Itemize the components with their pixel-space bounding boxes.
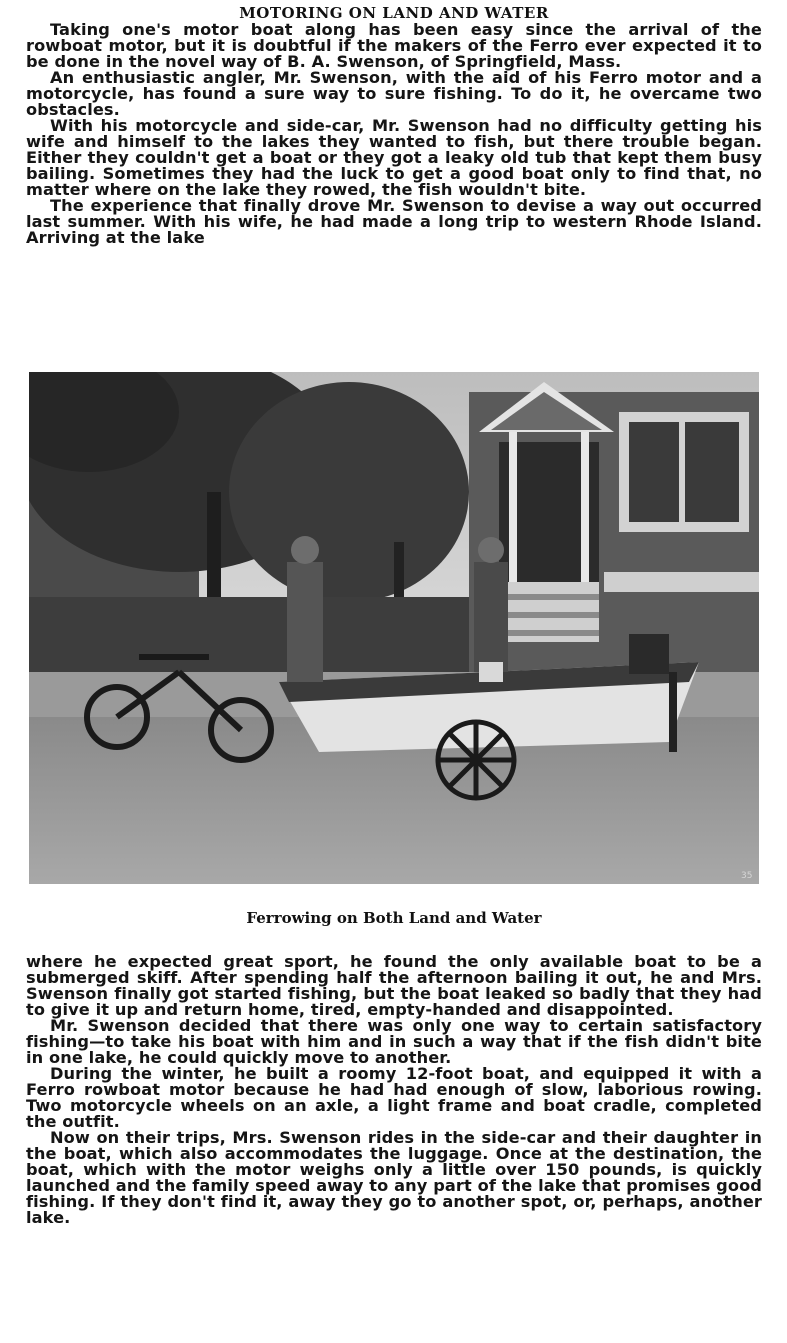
article-photo	[29, 372, 759, 884]
hedge	[29, 597, 489, 672]
paragraph: During the winter, he built a roomy 12-foot boat, and equipped it with a Ferro rowboat motor because he had had enough of slow, laborious rowing. Two motorcycle wheels on an axle, a light frame and boat cradle, completed the outfit.	[26, 1064, 762, 1131]
paragraph: Now on their trips, Mrs. Swenson rides in the side-car and their daughter in the boat, which also accommodates the luggage. Once at the destination, the boat, which with the motor weighs only a little over 150 pounds, is quickly launched and the family speed away to any part of the lake that promises good fishing. If they don't find it, away they go to another spot, or, perhaps, another lake.	[26, 1128, 762, 1227]
article-text-before-photo	[26, 22, 762, 246]
article-text-after-photo	[26, 954, 762, 1226]
paragraph: where he expected great sport, he found the only available boat to be a submerged skiff. After spending half the afternoon bailing it out, he and Mrs. Swenson finally got started fishing, but the boat leaked so badly that they had to give it up and return home, tired, empty-handed and disappointed.	[26, 952, 762, 1019]
paragraph: An enthusiastic angler, Mr. Swenson, with the aid of his Ferro motor and a motorcycle, has found a sure way to sure fishing. To do it, he overcame two obstacles.	[26, 68, 762, 119]
article-headline: MOTORING ON LAND AND WATER	[239, 4, 549, 22]
paragraph: The experience that finally drove Mr. Swenson to devise a way out occurred last summer. With his wife, he had made a long trip to western Rhode Island. Arriving at the lake	[26, 196, 762, 247]
paragraph: Taking one's motor boat along has been easy since the arrival of the rowboat motor, but it is doubtful if the makers of the Ferro ever expected it to be done in the novel way of B. A. Swenson, of Springfield, Mass.	[26, 20, 762, 71]
trailer-wheel	[438, 722, 514, 798]
paragraph: With his motorcycle and side-car, Mr. Swenson had no difficulty getting his wife and himself to the lakes they wanted to fish, but there trouble began. Either they couldn't get a boat or they got a leaky old tub that kept them busy bailing. Sometimes they had the luck to get a good boat only to find that, no matter where on the lake they rowed, the fish wouldn't bite.	[26, 116, 762, 199]
right-house	[469, 382, 759, 692]
photo-corner-number: 35	[741, 871, 753, 881]
magazine-page	[26, 0, 762, 1343]
photo-caption: Ferrowing on Both Land and Water	[246, 909, 542, 927]
paragraph: Mr. Swenson decided that there was only one way to certain satisfactory fishing—to take his boat with him and in such a way that if the fish didn't bite in one lake, he could quickly move to another.	[26, 1016, 762, 1067]
photo-illustration	[29, 372, 759, 884]
